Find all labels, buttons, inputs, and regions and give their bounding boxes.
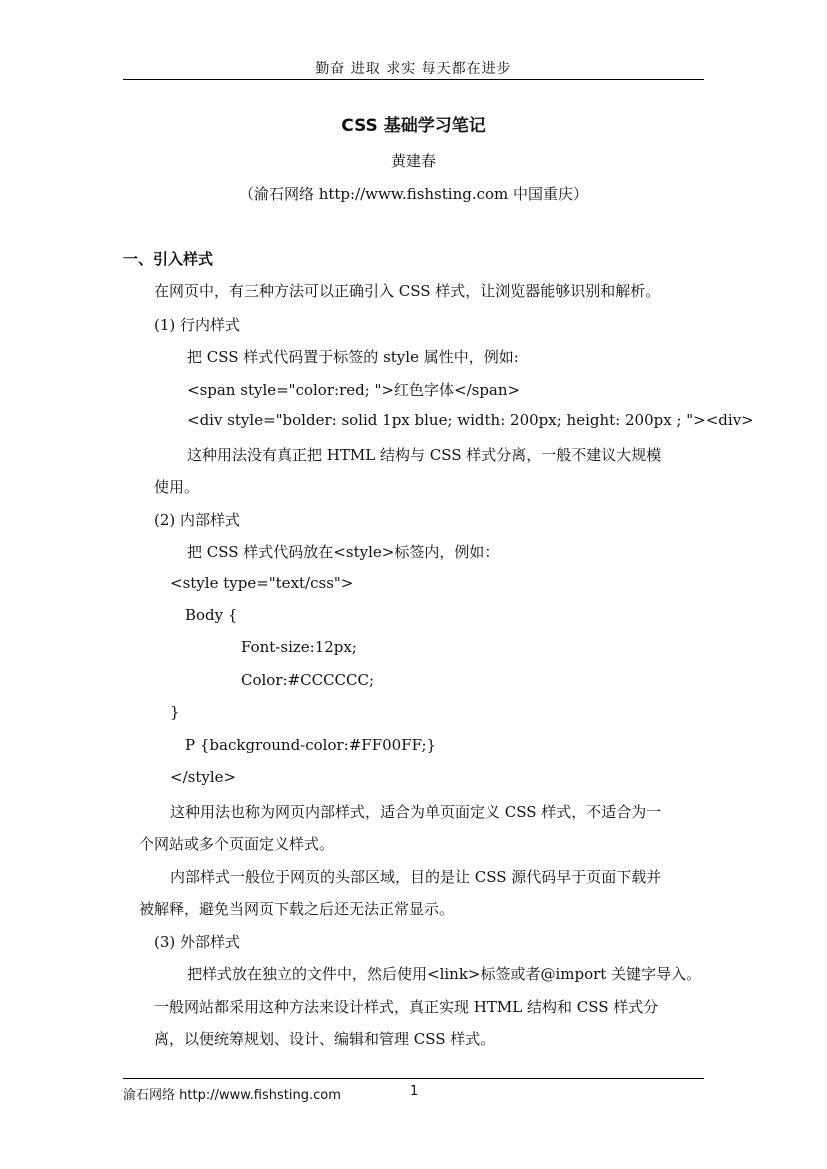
paragraph-line: 把 CSS 样式代码置于标签的 style 属性中，例如: <box>187 348 519 366</box>
header-rule <box>123 79 704 80</box>
paragraph-line: 被解释，避免当网页下载之后还无法正常显示。 <box>139 900 455 918</box>
code-line: <style type="text/css"> <box>170 574 354 592</box>
paragraph-line: 个网站或多个页面定义样式。 <box>139 835 335 853</box>
subsection-heading: (1) 行内样式 <box>154 316 241 334</box>
paragraph-line: 把 CSS 样式代码放在<style>标签内，例如： <box>187 543 500 561</box>
code-line: P {background-color:#FF00FF;} <box>185 736 437 754</box>
page-number: 1 <box>410 1084 419 1099</box>
paragraph-line: 这种用法没有真正把 HTML 结构与 CSS 样式分离，一般不建议大规模 <box>187 446 662 464</box>
subsection-heading: (2) 内部样式 <box>154 511 241 529</box>
section-heading: 一、引入样式 <box>123 250 214 268</box>
paragraph-line: 把样式放在独立的文件中，然后使用<link>标签或者@import 关键字导入。 <box>187 965 702 983</box>
paragraph-line: 离，以便统筹规划、设计、编辑和管理 CSS 样式。 <box>154 1030 496 1048</box>
code-line: Font-size:12px; <box>241 638 357 656</box>
code-line: Body { <box>185 606 238 624</box>
code-line: <span style="color:red; ">红色字体</span> <box>187 381 521 399</box>
footer-rule <box>123 1078 704 1079</box>
document-title: CSS 基础学习笔记 <box>341 116 486 136</box>
paragraph-line: 一般网站都采用这种方法来设计样式，真正实现 HTML 结构和 CSS 样式分 <box>154 998 659 1016</box>
footer-site: 渝石网络 http://www.fishsting.com <box>123 1088 341 1103</box>
paragraph-line: 内部样式一般位于网页的头部区域，目的是让 CSS 源代码早于页面下载并 <box>170 868 662 886</box>
header-motto: 勤奋 进取 求实 每天都在进步 <box>315 61 512 77</box>
code-line: } <box>170 703 180 721</box>
paragraph-line: 这种用法也称为网页内部样式，适合为单页面定义 CSS 样式，不适合为一 <box>170 803 662 821</box>
subsection-heading: (3) 外部样式 <box>154 933 241 951</box>
document-affiliation: （渝石网络 http://www.fishsting.com 中国重庆） <box>238 185 589 203</box>
paragraph-line: 在网页中，有三种方法可以正确引入 CSS 样式，让浏览器能够识别和解析。 <box>154 282 661 300</box>
paragraph-line: 使用。 <box>154 478 200 496</box>
document-author: 黄建春 <box>390 152 436 170</box>
code-line: </style> <box>170 768 237 786</box>
code-line: Color:#CCCCCC; <box>241 671 375 689</box>
code-line: <div style="bolder: solid 1px blue; width: 200px; height: 200px ; "><div> <box>187 411 754 429</box>
